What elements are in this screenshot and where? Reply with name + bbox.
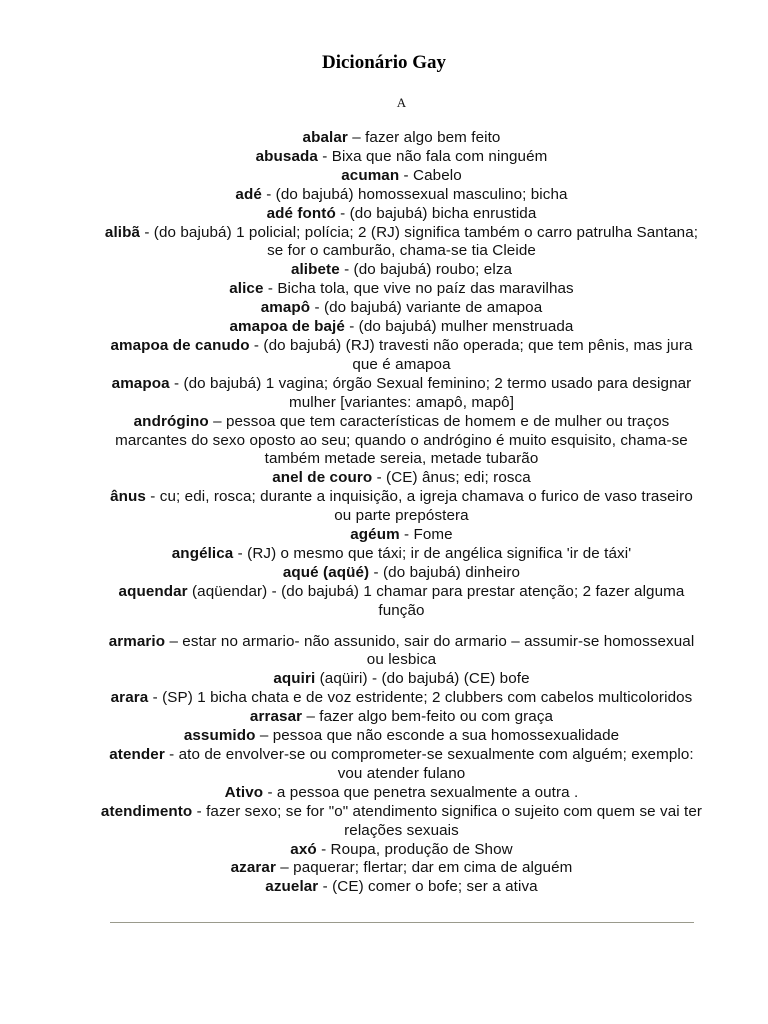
entry-definition: - (do bajubá) 1 policial; polícia; 2 (RJ) significa também o carro patrulha Santana; se for o camburão, chama-se tia Cleide <box>140 223 699 260</box>
entry-definition: – pessoa que não esconde a sua homossexualidade <box>255 727 620 745</box>
entry-definition: - (do bajubá) homossexual masculino; bicha <box>261 185 568 203</box>
dictionary-entry <box>100 859 703 878</box>
entry-definition: – pessoa que tem características de homem e de mulher ou traços marcantes do sexo oposto ao seu; quando o andrógino é muito esquisito, chama-se também metade sereia, metade tubarão <box>115 412 688 468</box>
entry-term: arrasar <box>249 708 303 726</box>
dictionary-entry <box>100 186 703 205</box>
entry-definition: - ato de envolver-se ou comprometer-se sexualmente com alguém; exemplo: vou atender fulano <box>164 746 694 782</box>
dictionary-entry <box>100 299 703 318</box>
entry-definition: - (RJ) o mesmo que táxi; ir de angélica significa 'ir de táxi' <box>233 544 632 562</box>
entry-definition: - (do bajubá) dinheiro <box>369 563 521 581</box>
dictionary-entry <box>100 583 703 621</box>
entry-definition: - (do bajubá) 1 vagina; órgão Sexual feminino; 2 termo usado para designar mulher [variantes: amapô, mapô] <box>169 374 692 411</box>
entry-term: anel de couro <box>272 469 373 487</box>
dictionary-entry <box>100 746 703 784</box>
entry-term: atender <box>109 746 165 763</box>
dictionary-entry <box>100 633 703 671</box>
entry-term: aquiri <box>273 670 316 688</box>
dictionary-entry <box>100 878 703 897</box>
entry-term: adé fontó <box>266 204 336 222</box>
entry-term: Ativo <box>224 783 264 801</box>
entry-definition: - (SP) 1 bicha chata e de voz estridente; 2 clubbers com cabelos multicoloridos <box>148 689 693 707</box>
entry-term: angélica <box>171 544 234 562</box>
entry-term: amapoa de canudo <box>110 336 250 354</box>
dictionary-entry <box>100 261 703 280</box>
entry-definition: - (CE) comer o bofe; ser a ativa <box>318 878 538 896</box>
dictionary-entry <box>100 167 703 186</box>
entry-term: atendimento <box>100 802 193 820</box>
dictionary-entry <box>100 375 703 413</box>
entry-term: agéum <box>350 526 400 544</box>
dictionary-entry <box>100 280 703 299</box>
entry-definition: - Cabelo <box>399 166 462 184</box>
dictionary-entry <box>100 469 703 488</box>
entry-term: alibete <box>290 261 340 279</box>
dictionary-entry <box>100 564 703 583</box>
dictionary-entry <box>100 148 703 167</box>
entry-definition: – fazer algo bem feito <box>347 129 501 146</box>
dictionary-entry <box>100 318 703 337</box>
entry-term: amapoa <box>111 374 170 392</box>
dictionary-entry <box>100 784 703 803</box>
entry-term: abusada <box>255 147 318 165</box>
entry-term: aqué (aqüé) <box>282 563 370 581</box>
entry-definition: - (do bajubá) variante de amapoa <box>310 299 543 317</box>
entry-definition: (aqüendar) - (do bajubá) 1 chamar para prestar atenção; 2 fazer alguma função <box>187 582 685 619</box>
entry-term: assumido <box>183 727 256 745</box>
dictionary-entry <box>100 689 703 708</box>
entry-term: ânus <box>110 488 146 506</box>
dictionary-entry <box>100 670 703 689</box>
dictionary-entry <box>100 708 703 727</box>
entry-definition: - (do bajubá) (RJ) travesti não operada; que tem pênis, mas jura que é amapoa <box>249 336 693 373</box>
entry-term: amapoa de bajé <box>229 318 345 336</box>
entry-term: amapô <box>260 299 311 317</box>
entry-definition: (aqüiri) - (do bajubá) (CE) bofe <box>315 670 530 688</box>
entry-definition: - (do bajubá) roubo; elza <box>339 261 513 279</box>
entry-term: arara <box>110 689 149 707</box>
entry-term: adé <box>235 185 262 203</box>
entry-definition: - cu; edi, rosca; durante a inquisição, a igreja chamava o furico de vaso traseiro ou parte prepóstera <box>145 488 693 525</box>
entry-definition: - (do bajubá) mulher menstruada <box>344 318 574 336</box>
entry-definition: – estar no armario- não assunido, sair do armario – assumir-se homossexual ou lesbica <box>165 632 695 669</box>
dictionary-entry <box>100 803 703 841</box>
entry-definition: - Bicha tola, que vive no paíz das maravilhas <box>263 280 574 298</box>
entry-term: armario <box>108 632 166 650</box>
entry-definition: - (do bajubá) bicha enrustida <box>335 204 537 222</box>
dictionary-entry <box>100 526 703 545</box>
entry-term: andrógino <box>133 412 209 430</box>
section-letter: A <box>396 95 407 110</box>
entry-definition: - Bixa que não fala com ninguém <box>317 147 548 165</box>
entry-definition: – fazer algo bem-feito ou com graça <box>302 708 554 726</box>
dictionary-entry <box>100 727 703 746</box>
dictionary-entry <box>100 413 703 470</box>
entry-definition: - (CE) ânus; edi; rosca <box>372 469 531 487</box>
entry-list <box>100 129 703 897</box>
entry-term: alice <box>229 280 264 298</box>
dictionary-entry <box>100 337 703 375</box>
entry-term: azarar <box>230 859 276 877</box>
entry-term: abalar <box>302 129 348 146</box>
entry-term: azuelar <box>265 878 319 896</box>
dictionary-entry <box>100 129 703 148</box>
entry-definition: - a pessoa que penetra sexualmente a outra . <box>263 783 579 801</box>
dictionary-entry <box>100 224 703 262</box>
entry-definition: – paquerar; flertar; dar em cima de alguém <box>275 859 573 877</box>
dictionary-entry <box>100 841 703 860</box>
entry-term: axó <box>290 840 317 858</box>
entry-term: alibã <box>104 223 141 241</box>
entry-term: acuman <box>341 166 400 184</box>
dictionary-entry <box>100 488 703 526</box>
entry-definition: - Fome <box>399 526 453 544</box>
bottom-divider <box>110 922 694 923</box>
dictionary-entry <box>100 205 703 224</box>
dictionary-entry <box>100 545 703 564</box>
entry-definition: - fazer sexo; se for "o" atendimento significa o sujeito com quem se vai ter relações sexuais <box>192 802 703 839</box>
document-title: Dicionário Gay <box>321 52 447 73</box>
entry-term: aquendar <box>118 582 188 600</box>
entry-definition: - Roupa, produção de Show <box>316 840 513 858</box>
